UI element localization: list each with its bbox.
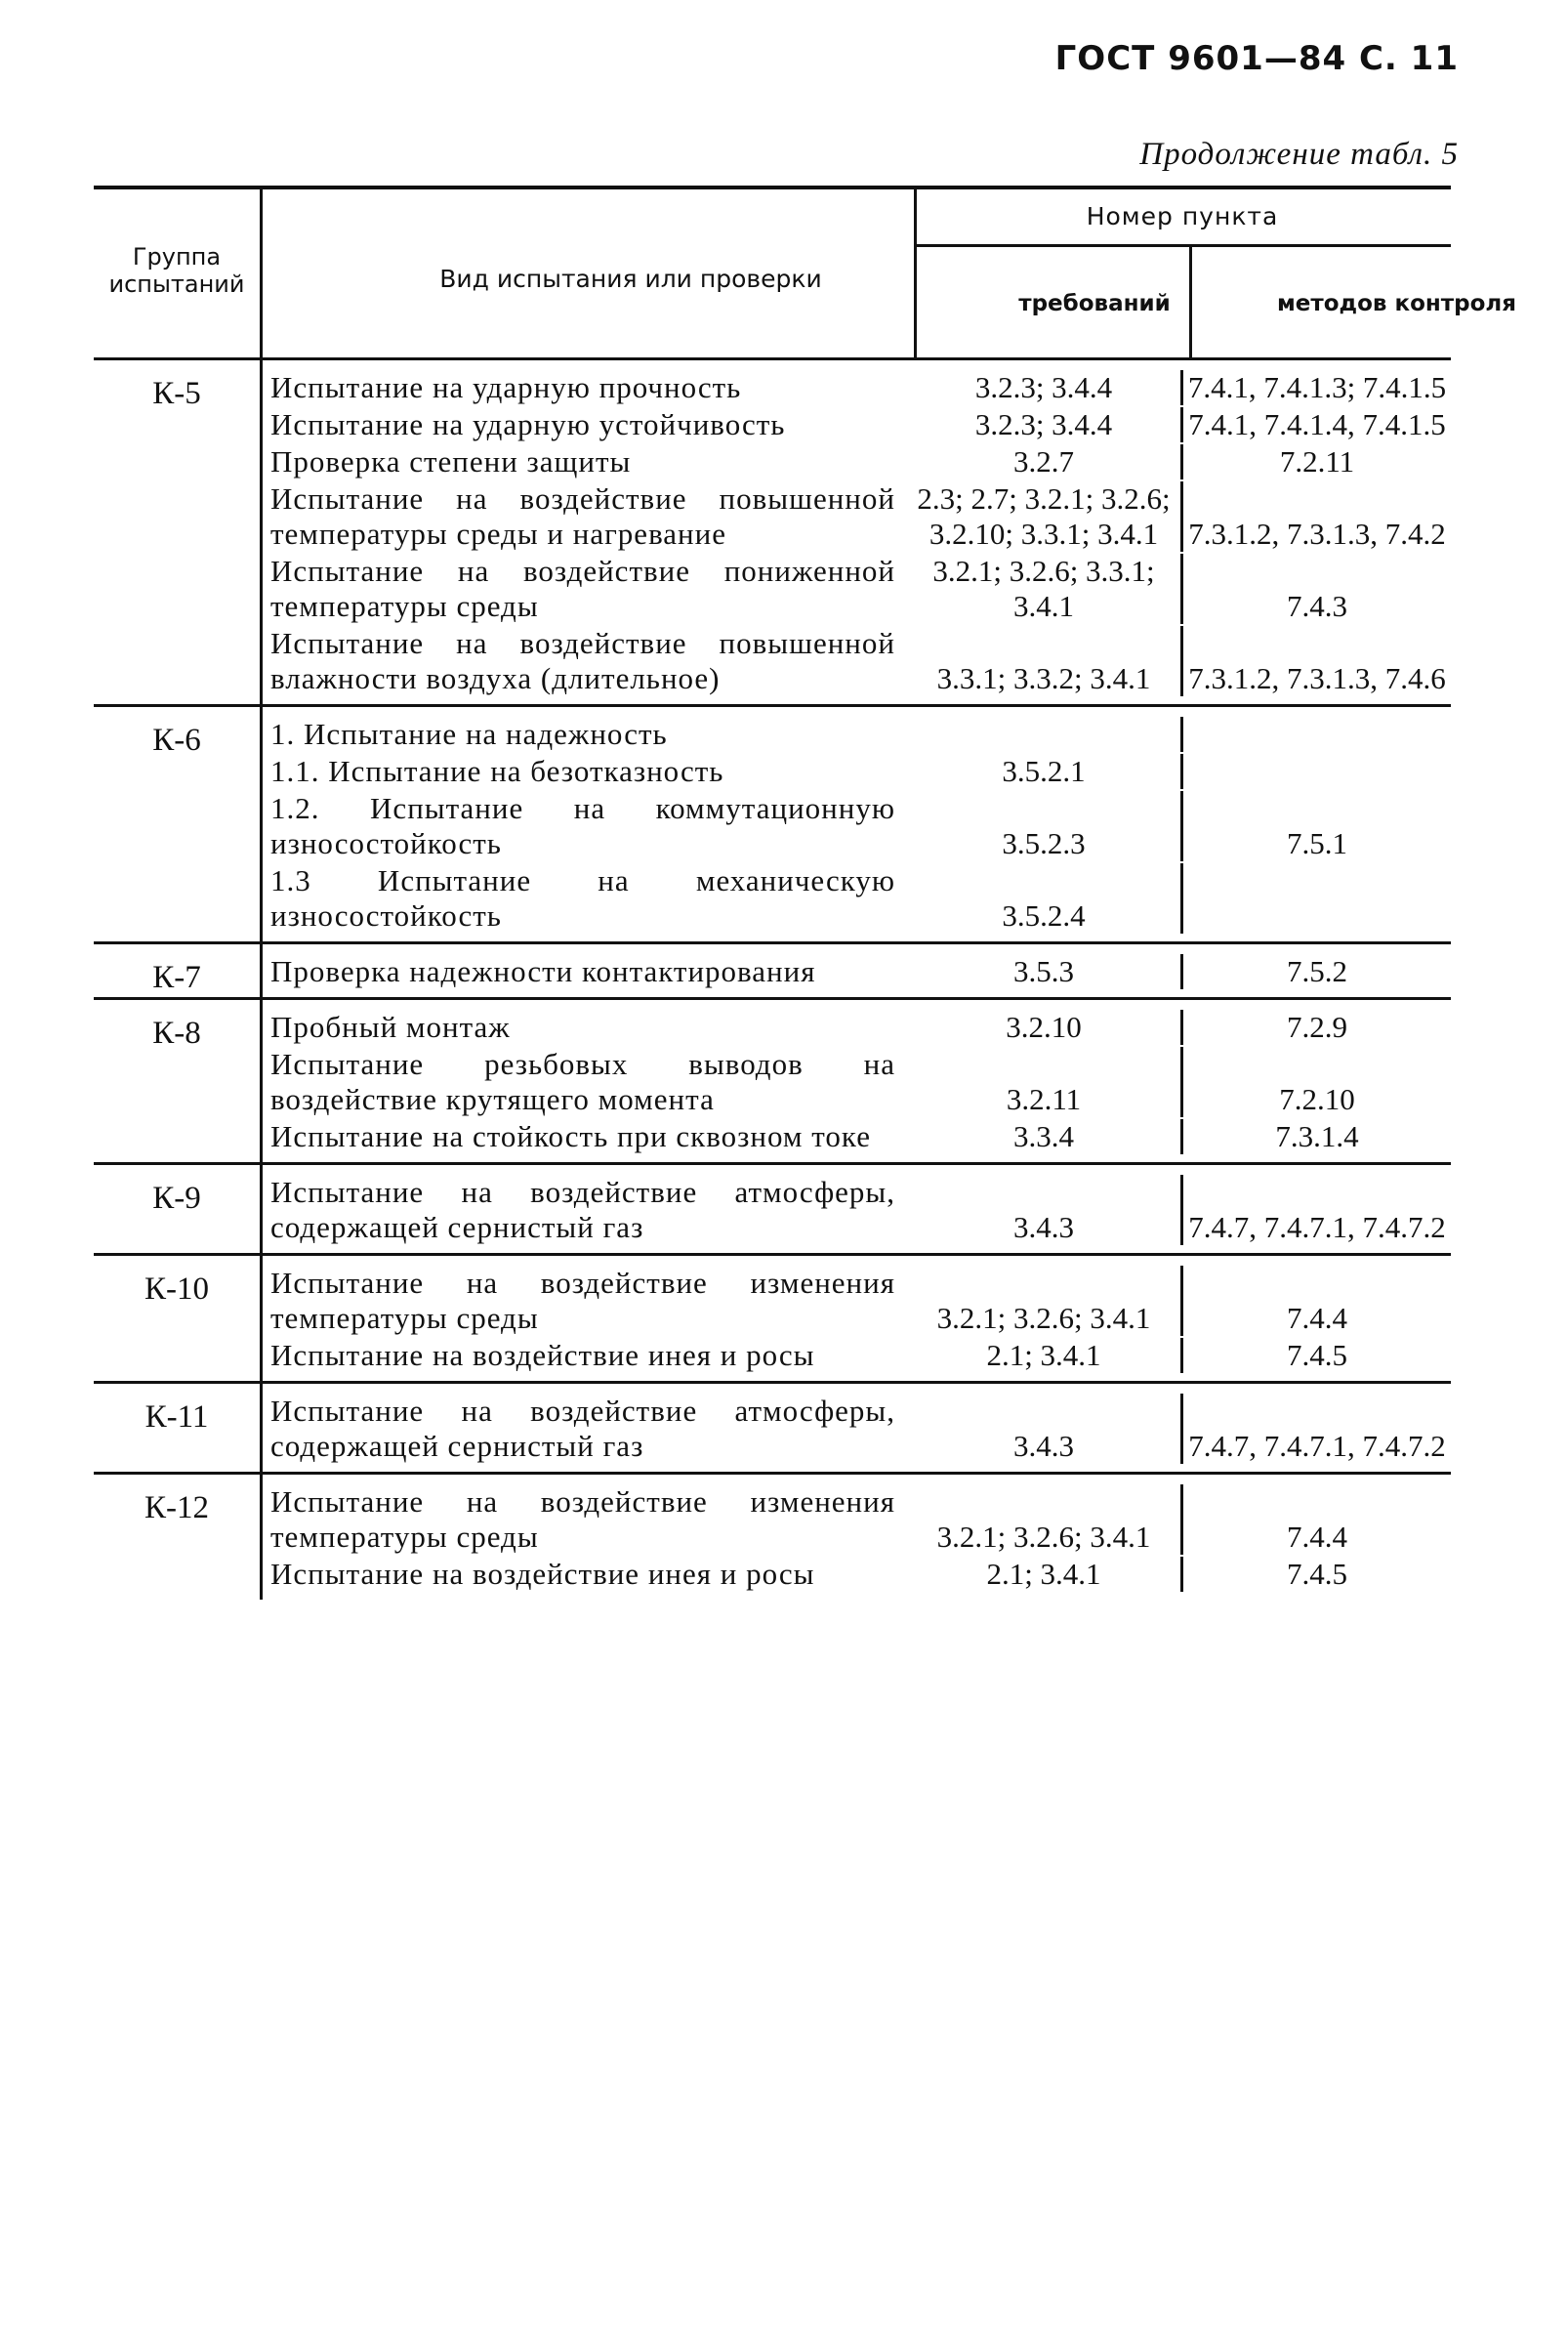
requirement-refs-text: 3.2.7 [1013, 444, 1074, 479]
method-refs-text: 7.4.5 [1287, 1557, 1347, 1591]
method-refs [1183, 1119, 1451, 1154]
method-refs [1183, 444, 1451, 479]
test-description [263, 791, 907, 861]
header-divider [914, 189, 917, 357]
method-refs [1183, 754, 1451, 789]
method-refs [1183, 791, 1451, 861]
requirement-refs-text: 3.5.2.1 [1002, 754, 1086, 788]
requirement-refs-text: 3.5.2.3 [1002, 826, 1086, 860]
requirement-refs [907, 1119, 1183, 1154]
requirement-refs-text: 3.4.3 [1013, 1429, 1074, 1463]
method-refs-text: 7.4.5 [1287, 1338, 1347, 1372]
requirement-refs-text: 3.5.3 [1013, 954, 1074, 988]
list-item [263, 1010, 1451, 1045]
requirement-refs-text: 3.3.4 [1013, 1119, 1074, 1153]
method-refs-text: 7.4.1, 7.4.1.4, 7.4.1.5 [1188, 407, 1446, 441]
list-item [263, 1394, 1451, 1464]
test-description [263, 754, 907, 789]
table-row [94, 1384, 1451, 1475]
test-description-text: Испытание на ударную устойчивость [270, 407, 786, 441]
group-tests [260, 1256, 1451, 1381]
list-item [263, 1338, 1451, 1373]
list-item [263, 717, 1451, 752]
requirement-refs-text: 2.1; 3.4.1 [986, 1557, 1101, 1591]
test-description [263, 1047, 907, 1117]
test-description [263, 444, 907, 479]
group-tests [260, 360, 1451, 704]
table-row [94, 944, 1451, 1000]
test-description [263, 370, 907, 405]
test-description-text: Испытание на воздействие инея и росы [270, 1557, 815, 1591]
group-name: К-5 [152, 376, 201, 411]
group-tests [260, 1475, 1451, 1600]
method-refs-text: 7.3.1.2, 7.3.1.3, 7.4.6 [1188, 661, 1446, 695]
requirement-refs [907, 626, 1183, 696]
header-divider [260, 189, 263, 357]
header-subdivider [914, 244, 1451, 247]
test-description-text: Испытание на воздействие атмосферы, содержащей сернистый газ [270, 1175, 895, 1244]
test-description [263, 1394, 907, 1464]
test-description [263, 626, 907, 696]
test-description-text: 1. Испытание на надежность [270, 717, 668, 751]
group-tests [260, 1165, 1451, 1253]
test-description [263, 863, 907, 934]
method-refs-text: 7.5.1 [1287, 826, 1347, 860]
requirement-refs [907, 1557, 1183, 1592]
list-item [263, 954, 1451, 989]
test-description [263, 1338, 907, 1373]
table-row [94, 707, 1451, 944]
requirement-refs [907, 717, 1183, 752]
method-refs-text: 7.2.11 [1279, 444, 1355, 479]
list-item [263, 1484, 1451, 1555]
list-item [263, 626, 1451, 696]
requirement-refs-text: 3.2.3; 3.4.4 [974, 407, 1113, 441]
requirement-refs [907, 1484, 1183, 1555]
table-continuation-label: Продолжение табл. 5 [1139, 137, 1459, 172]
list-item [263, 481, 1451, 552]
method-refs [1183, 1394, 1451, 1464]
test-description-text: Пробный монтаж [270, 1010, 511, 1044]
list-item [263, 1557, 1451, 1592]
requirement-refs [907, 407, 1183, 442]
method-refs [1183, 1338, 1451, 1373]
list-item [263, 1119, 1451, 1154]
requirement-refs [907, 863, 1183, 934]
test-description [263, 1010, 907, 1045]
method-refs-text: 7.2.10 [1279, 1082, 1355, 1116]
test-description-text: Испытание на воздействие пониженной температуры среды [270, 554, 895, 623]
test-description-text: Испытание на воздействие изменения температуры среды [270, 1484, 895, 1554]
method-refs [1183, 863, 1451, 934]
group-name: К-8 [152, 1016, 201, 1051]
requirement-refs [907, 1266, 1183, 1336]
list-item [263, 754, 1451, 789]
method-refs-text: 7.2.9 [1287, 1010, 1347, 1044]
group-tests [260, 707, 1451, 941]
list-item [263, 1047, 1451, 1117]
requirement-refs-text: 3.3.1; 3.3.2; 3.4.1 [936, 661, 1151, 695]
header-control-methods: методов контроля [1277, 291, 1516, 316]
method-refs [1183, 1175, 1451, 1245]
method-refs-text: 7.3.1.2, 7.3.1.3, 7.4.2 [1188, 517, 1446, 551]
header-requirements: требований [1018, 291, 1171, 316]
list-item [263, 1266, 1451, 1336]
method-refs-text: 7.4.1, 7.4.1.3; 7.4.1.5 [1187, 370, 1447, 404]
method-refs [1183, 370, 1451, 405]
list-item [263, 444, 1451, 479]
table-row [94, 1000, 1451, 1165]
requirement-refs-text: 3.2.1; 3.2.6; 3.3.1; 3.4.1 [932, 554, 1155, 623]
test-description-text: Проверка степени защиты [270, 444, 632, 479]
requirement-refs [907, 1010, 1183, 1045]
test-description-text: 1.2. Испытание на коммутационную износостойкость [270, 791, 895, 860]
test-description [263, 554, 907, 624]
requirement-refs-text: 3.2.11 [1006, 1082, 1082, 1116]
test-description [263, 1175, 907, 1245]
group-name: К-9 [152, 1181, 201, 1216]
requirement-refs-text: 2.3; 2.7; 3.2.1; 3.2.6; 3.2.10; 3.3.1; 3.4.1 [917, 481, 1171, 551]
test-description [263, 1119, 907, 1154]
method-refs [1183, 407, 1451, 442]
test-description-text: Испытание на воздействие изменения температуры среды [270, 1266, 895, 1335]
method-refs-text: 7.4.4 [1287, 1301, 1347, 1335]
test-description [263, 481, 907, 552]
header-item-number: Номер пункта [1086, 202, 1279, 230]
method-refs [1183, 954, 1451, 989]
table-body [94, 360, 1451, 1600]
requirement-refs-text: 3.5.2.4 [1002, 898, 1086, 933]
method-refs-text: 7.4.7, 7.4.7.1, 7.4.7.2 [1188, 1210, 1446, 1244]
table-row [94, 1165, 1451, 1256]
test-description-text: Испытание резьбовых выводов на воздействие крутящего момента [270, 1047, 895, 1116]
group-tests [260, 1384, 1451, 1472]
test-description-text: 1.1. Испытание на безотказность [270, 754, 724, 788]
test-description [263, 954, 907, 989]
test-description-text: Испытание на стойкость при сквозном токе [270, 1119, 871, 1153]
test-description [263, 407, 907, 442]
method-refs [1183, 554, 1451, 624]
group-name: К-11 [144, 1399, 209, 1435]
test-description [263, 1266, 907, 1336]
method-refs [1183, 1047, 1451, 1117]
table-row [94, 1256, 1451, 1384]
list-item [263, 1175, 1451, 1245]
test-description-text: Испытание на воздействие атмосферы, содержащей сернистый газ [270, 1394, 895, 1463]
test-description [263, 1557, 907, 1592]
list-item [263, 863, 1451, 934]
requirement-refs-text: 3.2.3; 3.4.4 [974, 370, 1113, 404]
requirement-refs [907, 954, 1183, 989]
method-refs [1183, 1484, 1451, 1555]
table-header [94, 189, 1516, 360]
document-reference: ГОСТ 9601—84 С. 11 [1054, 39, 1459, 78]
header-group: Группа испытаний [108, 243, 245, 298]
test-description [263, 717, 907, 752]
method-refs [1183, 1557, 1451, 1592]
group-name: К-10 [144, 1271, 209, 1307]
method-refs-text: 7.4.4 [1287, 1520, 1347, 1554]
requirement-refs [907, 791, 1183, 861]
test-description [263, 1484, 907, 1555]
requirement-refs [907, 1175, 1183, 1245]
method-refs-text: 7.3.1.4 [1275, 1119, 1359, 1153]
test-description-text: 1.3 Испытание на механическую износостойкость [270, 863, 895, 933]
requirement-refs [907, 1338, 1183, 1373]
requirement-refs [907, 554, 1183, 624]
group-tests [260, 1000, 1451, 1162]
list-item [263, 791, 1451, 861]
requirement-refs-text: 3.2.10 [1006, 1010, 1082, 1044]
method-refs [1183, 626, 1451, 696]
header-divider [1189, 246, 1192, 357]
method-refs-text: 7.4.7, 7.4.7.1, 7.4.7.2 [1188, 1429, 1446, 1463]
requirement-refs [907, 444, 1183, 479]
requirement-refs [907, 754, 1183, 789]
list-item [263, 554, 1451, 624]
group-tests [260, 944, 1451, 997]
header-test-kind: Вид испытания или проверки [439, 265, 822, 293]
test-description-text: Проверка надежности контактирования [270, 954, 816, 988]
group-name: К-6 [152, 723, 201, 758]
requirement-refs-text: 3.2.1; 3.2.6; 3.4.1 [936, 1301, 1151, 1335]
requirement-refs-text: 3.2.1; 3.2.6; 3.4.1 [936, 1520, 1151, 1554]
requirement-refs [907, 1394, 1183, 1464]
test-description-text: Испытание на воздействие повышенной температуры среды и нагревание [270, 481, 895, 551]
test-description-text: Испытание на воздействие инея и росы [270, 1338, 815, 1372]
requirement-refs-text: 2.1; 3.4.1 [986, 1338, 1101, 1372]
requirement-refs [907, 481, 1183, 552]
requirement-refs-text: 3.4.3 [1013, 1210, 1074, 1244]
group-name: К-7 [152, 960, 201, 995]
requirement-refs [907, 370, 1183, 405]
method-refs [1183, 481, 1451, 552]
method-refs [1183, 1266, 1451, 1336]
method-refs [1183, 1010, 1451, 1045]
method-refs-text: 7.4.3 [1287, 589, 1347, 623]
group-name: К-12 [144, 1490, 209, 1525]
table-row [94, 1475, 1451, 1600]
method-refs-text: 7.5.2 [1287, 954, 1347, 988]
list-item [263, 407, 1451, 442]
requirement-refs [907, 1047, 1183, 1117]
test-description-text: Испытание на воздействие повышенной влажности воздуха (длительное) [270, 626, 895, 695]
method-refs [1183, 717, 1451, 752]
test-table [94, 186, 1516, 1600]
test-description-text: Испытание на ударную прочность [270, 370, 742, 404]
table-row [94, 360, 1451, 707]
list-item [263, 370, 1451, 405]
